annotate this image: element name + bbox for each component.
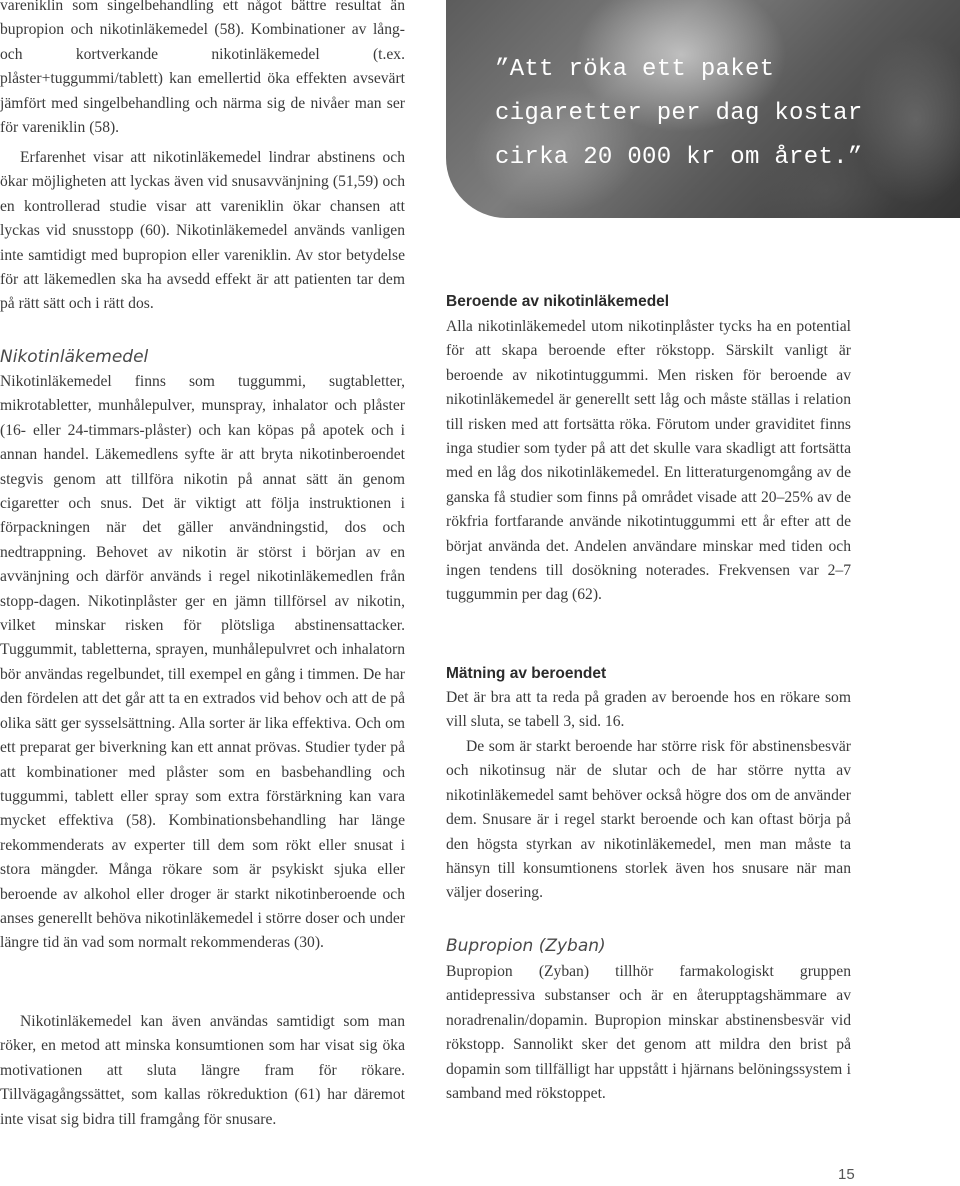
dependence-heading: Beroende av nikotinläkemedel xyxy=(446,293,670,310)
experience-paragraph: Erfarenhet visar att nikotinläkemedel lindrar abstinens och ökar möjligheten att lyckas även vid snusavvänjning (51,59) och en kontrollerad studie visar att vareniklin ökar chansen att lyckas vid snusstopp (60). Nikotinläkemedel används vanligen inte samtidigt med bupropion eller vareniklin. Av stor betydelse för att läkemedlen ska ha avsedd effekt är att patienten tar dem på rätt sätt och i rätt dos. xyxy=(0,149,405,313)
quote-box xyxy=(446,0,960,218)
intro-paragraph: vareniklin som singelbehandling ett något bättre resultat än bupropion och nikotinläkemedel (58). Kombinationer av lång- och kortverkande nikotinläkemedel (t.ex. plåster+tuggummi/tablett) kan emellertid öka effekten avsevärt jämfört med singelbehandling och närma sig de nivåer man ser för vareniklin (58). xyxy=(0,0,405,137)
measurement-paragraph-1: Det är bra att ta reda på graden av beroende hos en rökare som vill sluta, se tabell 3, sid. 16. xyxy=(446,689,851,731)
section-heading-nikotinlakemedel: Nikotinläkemedel xyxy=(0,347,149,367)
nikotinlakemedel-paragraph-2: Nikotinläkemedel kan även användas samtidigt som man röker, en metod att minska konsumtionen som har visat sig öka motivationen att sluta längre fram för rökare. Tillvägagångssättet, som kallas rökreduktion (61) har däremot inte visat sig bidra till framgång för snusare. xyxy=(0,1013,405,1128)
page-number: 15 xyxy=(838,1166,855,1183)
bupropion-paragraph: Bupropion (Zyban) tillhör farmakologiskt gruppen antidepressiva substanser och är en återupptagshämmare av noradrenalin/dopamin. Bupropion minskar abstinensbesvär vid rökstopp. Sannolikt sker det genom att mildra den brist på dopamin som tillfälligt har uppstått i hjärnans belöningssystem i samband med rökstoppet. xyxy=(446,963,851,1103)
quote-text: ”Att röka ett paket cigaretter per dag kostar cirka 20 000 kr om året.” xyxy=(495,56,863,171)
measurement-paragraph-2: De som är starkt beroende har större risk för abstinensbesvär och nikotinsug när de slutar och de har större nytta av nikotinläkemedel samt behöver också högre dos om de använder dem. Snusare är i regel starkt beroende och kan oftast börja på den högsta styrkan av nikotinläkemedel, men man måste ta hänsyn till konsumtionens storlek även hos snusare när man väljer dosering. xyxy=(446,738,851,902)
dependence-paragraph: Alla nikotinläkemedel utom nikotinplåster tycks ha en potential för att skapa beroende efter rökstopp. Särskilt vanligt är beroende av nikotintuggummi. Men risken för beroende av nikotinläkemedel är generellt sett låg och måste ställas i relation till risken med att fortsätta röka. Förutom under graviditet finns inga studier som tyder på att det skulle vara skadligt att fortsätta med en låg dos nikotinläkemedel. En litteraturgenomgång av de ganska få studier som finns på området visade att 20–25% av de rökfria fortfarande använde nikotintuggummi ett år efter att de börjat använda det. Andelen användare minskar med tiden och ingen tendens till dosökning noterades. Frekvensen var 2–7 tuggummin per dag (62). xyxy=(446,318,851,604)
nikotinlakemedel-paragraph-1: Nikotinläkemedel finns som tuggummi, sugtabletter, mikrotabletter, munhålepulver, munspray, inhalator och plåster (16- eller 24-timmars-plåster) och kan köpas på apotek och i annan handel. Läkemedlens syfte är att bryta nikotinberoendet stegvis genom att tillföra nikotin på annat sätt än genom cigaretter och snus. Det är viktigt att följa instruktionen i förpackningen när det gäller användningstid, dos och nedtrappning. Behovet av nikotin är störst i början av en avvänjning och därför används i regel nikotinläkemedlen från stopp-dagen. Nikotinplåster ger en jämn tillförsel av nikotin, vilket minskar risken för plötsliga abstinensattacker. Tuggummit, tabletterna, sprayen, munhålepulvret och inhalatorn bör användas regelbundet, till exempel en gång i timmen. De har den fördelen att det går att ta en extrados vid behov och att de på olika sätt ger sysselsättning. Alla sorter är lika effektiva. Och om ett preparat ger biverkning kan ett annat prövas. Studier tyder på att kombinationer med plåster som en basbehandling och tuggummi, tablett eller spray som extra förstärkning kan vara mycket effektiva (58). Kombinationsbehandling har länge rekommenderats av experter till dem som rökt eller snusat i stora mängder. Många rökare som är psykiskt sjuka eller beroende av alkohol eller droger är starkt nikotinberoende och anses generellt behöva nikotinläkemedel i större doser och under längre tid än vad som normalt rekommenderas (30). xyxy=(0,373,405,952)
bupropion-heading: Bupropion (Zyban) xyxy=(446,936,606,956)
measurement-heading: Mätning av beroendet xyxy=(446,665,607,682)
